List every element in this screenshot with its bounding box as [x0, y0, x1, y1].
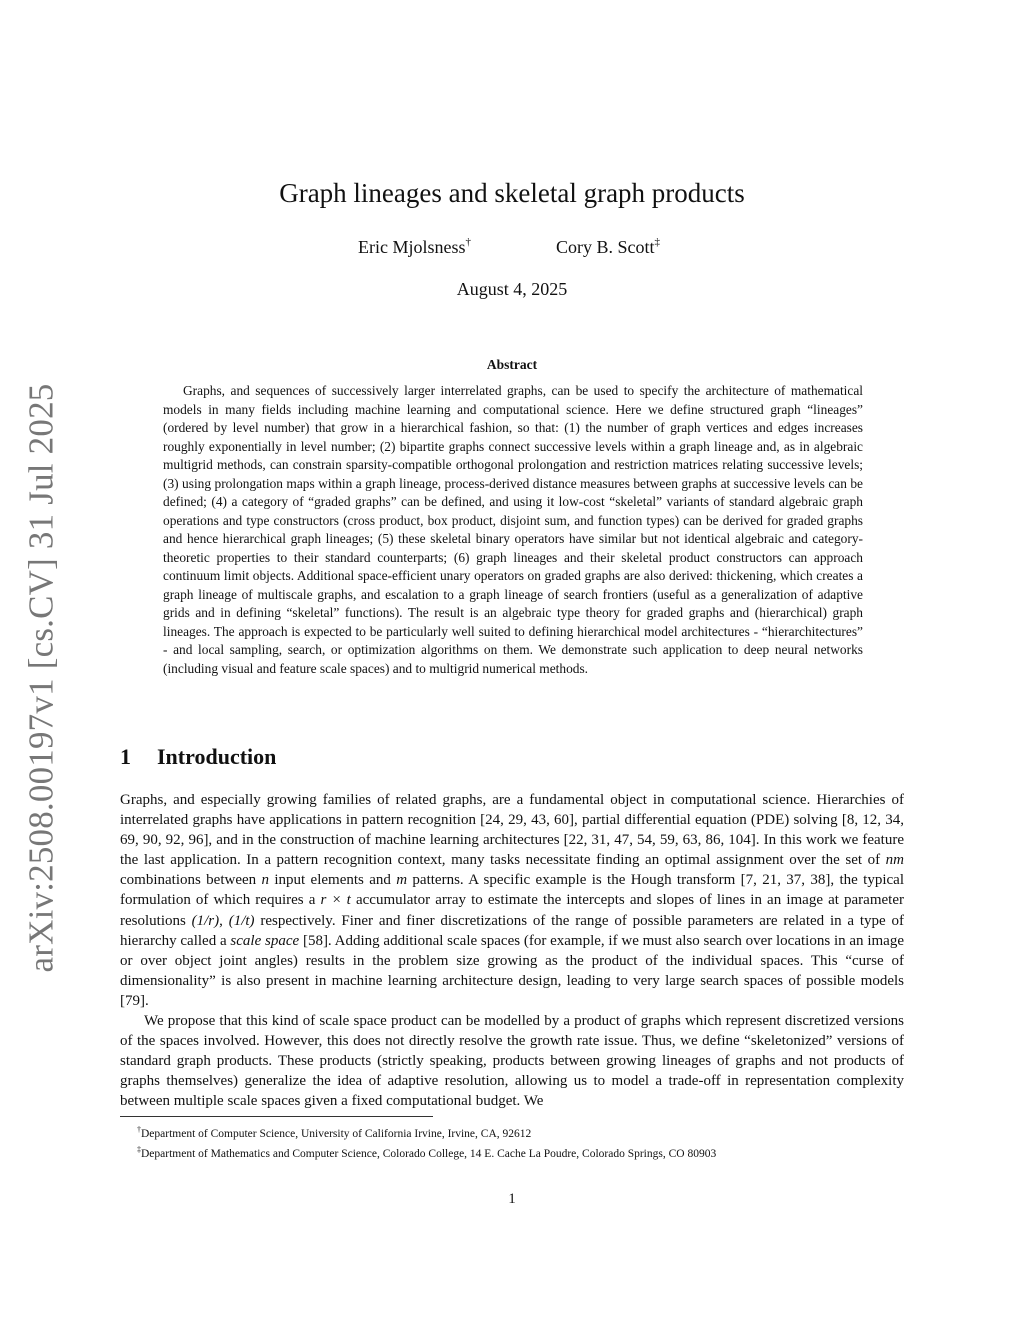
- footnote-1-text: Department of Computer Science, University of California Irvine, Irvine, CA, 92612: [141, 1128, 532, 1140]
- author-1: [358, 236, 471, 258]
- footnotes: [137, 1122, 897, 1162]
- author-list: [0, 236, 1024, 260]
- author-2-mark: ‡: [654, 236, 661, 248]
- text-run: respectively. Finer and finer discretizations of the range of possible parameters are related in a type of hierarchy called a: [120, 912, 904, 949]
- text-run: patterns. A specific example is the Hough transform [7, 21, 37, 38], the typical formulation of which requires a: [120, 872, 904, 909]
- section-title: Introduction: [157, 744, 277, 769]
- footnote-2-mark: ‡: [137, 1145, 141, 1154]
- text-run: ,: [219, 912, 229, 929]
- arxiv-identifier-stamp: [19, 378, 63, 978]
- abstract-text: Graphs, and sequences of successively larger interrelated graphs, can be used to specify the architecture of mathematical models in many fields including machine learning and computational science. Here we define structured graph “lineages” (ordered by level number) that grow in a hierarchical fashion, so that: (1) the number of graph vertices and edges increases roughly exponentially in level number; (2) bipartite graphs connect successive levels within a graph lineage and, as in algebraic multigrid methods, can constrain sparsity-compatible orthogonal prolongation and restriction matrices relating successive levels; (3) using prolongation maps within a graph lineage, process-derived distance measures between graphs at successive levels can be defined; (4) a category of “graded graphs” can be defined, and using it low-cost “skeletal” variants of standard algebraic graph operations and type constructors (cross product, box product, disjoint sum, and function types) can be derived for graded graphs and hence hierarchical graph lineages; (5) these skeletal binary operators have similar but not identical algebraic and category-theoretic properties to their standard counterparts; (6) graph lineages and their skeletal product constructors can approach continuum limit objects. Additional space-efficient unary operators on graded graphs are also derived: thickening, which creates a graph lineage of multiscale graphs, and escalation to a graph lineage of search frontiers (useful as a generalization of adaptive grids and in defining “skeletal” functions). The result is an algebraic type theory for graded graphs and (hierarchical) graph lineages. The approach is expected to be particularly well suited to defining hierarchical model architectures - “hierarchitectures” - and local sampling, search, or optimization algorithms on them. We demonstrate such application to deep neural networks (including visual and feature scale spaces) and to multigrid numerical methods.: [163, 383, 863, 676]
- footnote-2-text: Department of Mathematics and Computer Science, Colorado College, 14 E. Cache La Poudre, Colorado Springs, CO 80903: [141, 1148, 717, 1160]
- footnote-1: [137, 1122, 897, 1142]
- footnote-divider: [120, 1116, 433, 1117]
- math-nm: nm: [885, 852, 904, 869]
- math-n: n: [261, 872, 270, 889]
- intro-paragraph-2: We propose that this kind of scale space product can be modelled by a product of graphs which represent discretized versions of the spaces involved. However, this does not directly resolve the growth rate issue. Thus, we define “skeletonized” versions of standard graph products. These products (strictly speaking, products between growing lineages of graphs and not products of graphs themselves) generalize the idea of adaptive resolution, allowing us to model a trade-off in representation complexity between multiple scale spaces given a fixed computational budget. We: [120, 1013, 904, 1110]
- arxiv-identifier-text: arXiv:2508.00197v1 [cs.CV] 31 Jul 2025: [21, 383, 61, 973]
- section-number: 1: [120, 744, 131, 769]
- paper-title: Graph lineages and skeletal graph products: [279, 178, 745, 208]
- math-m: m: [396, 872, 408, 889]
- math-one-over-t: (1/t): [228, 912, 255, 929]
- footnote-2: [137, 1142, 897, 1162]
- author-2-name: Cory B. Scott: [556, 237, 655, 257]
- author-1-name: Eric Mjolsness: [358, 237, 466, 257]
- section-heading: [120, 744, 276, 770]
- text-run: input elements and: [269, 872, 397, 889]
- math-r-times-t: r × t: [320, 892, 351, 909]
- text-run: Graphs, and especially growing families of related graphs, are a fundamental object in computational science. Hierarchies of interrelated graphs have applications in pattern recognition [24, 29, 43, 60], partial differential equation (PDE) solving [8, 12, 34, 69, 90, 92, 96], and in the construction of machine learning architectures [22, 31, 47, 54, 59, 63, 86, 104]. In this work we feature the last application. In a pattern recognition context, many tasks necessitate finding an optimal assignment over the set of: [120, 792, 904, 869]
- math-one-over-r: (1/r): [191, 912, 220, 929]
- footnote-1-mark: †: [137, 1125, 141, 1134]
- author-1-mark: †: [465, 236, 471, 248]
- introduction-body: [120, 790, 904, 1112]
- text-run: accumulator array to estimate the intercepts and slopes of lines in an image at parameter resolutions: [120, 892, 904, 929]
- page-number: 1: [508, 1191, 516, 1207]
- paper-date: August 4, 2025: [456, 279, 568, 299]
- abstract-heading: Abstract: [486, 357, 538, 372]
- text-run: combinations between: [120, 872, 262, 889]
- author-2: [556, 236, 660, 258]
- intro-paragraph-1: [120, 790, 904, 1011]
- text-run: [58]. Adding additional scale spaces (for example, if we must also search over locations in an image or over object joint angles) results in the problem size growing as the product of the individual spaces. This “curse of dimensionality” is also present in machine learning architecture design, leading to very large search spaces of possible models [79].: [120, 932, 904, 1009]
- emphasis-scale-space: scale space: [230, 932, 300, 949]
